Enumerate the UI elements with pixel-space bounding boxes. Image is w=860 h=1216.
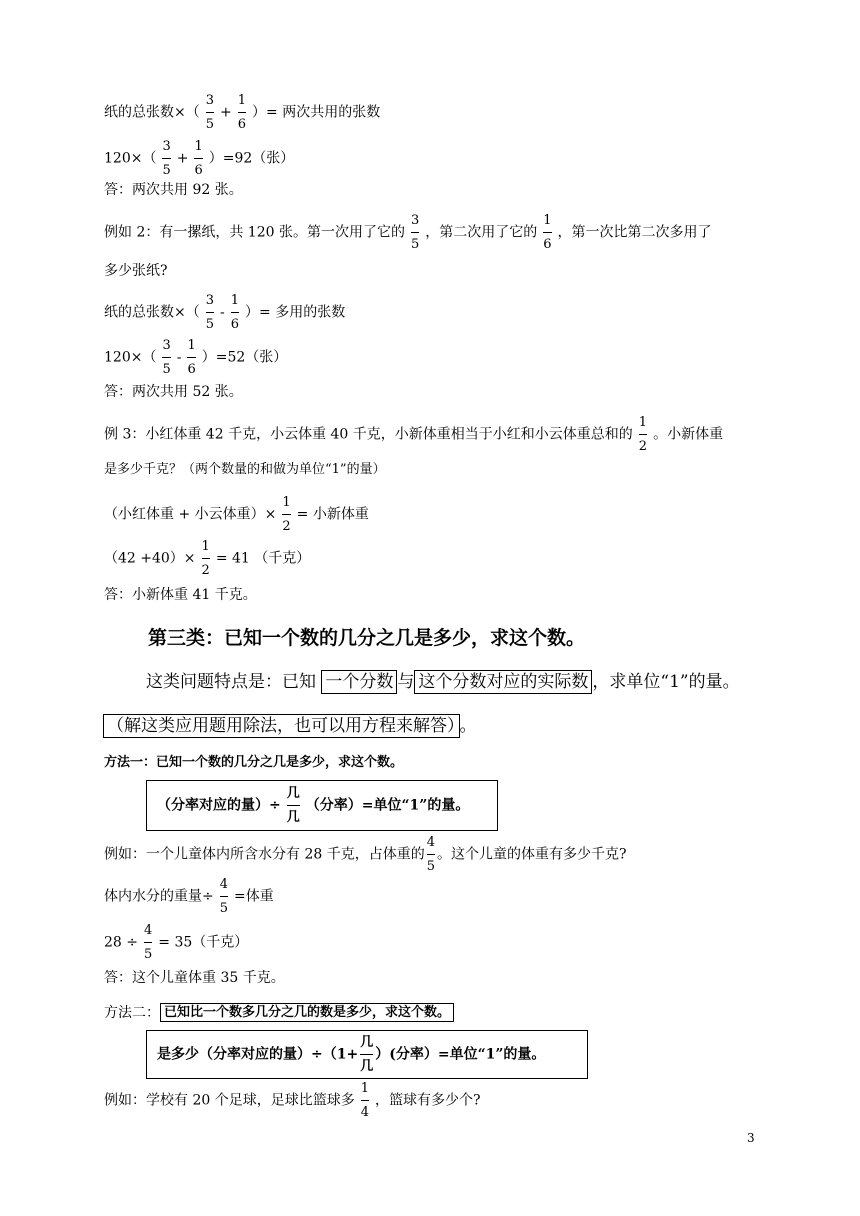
section-3-heading: 第三类：已知一个数的几分之几是多少，求这个数。 — [148, 627, 586, 649]
fraction-three-fifths: $\frac{3}{5}$ — [162, 139, 171, 178]
formula-line-difference: 纸的总张数×（ $\frac{3}{5}$ - $\frac{1}{6}$ ）= 多用的张数 — [104, 293, 346, 332]
fraction-one-sixth: $\frac{1}{6}$ — [543, 213, 552, 252]
page-number: 3 — [747, 1131, 755, 1145]
fraction-one-sixth: $\frac{1}{6}$ — [230, 293, 240, 332]
text: 纸的总张数×（ — [104, 104, 200, 121]
method-2-example: 例如：学校有 20 个足球，足球比篮球多 $\frac{1}{4}$ ，篮球有多少个? — [104, 1081, 481, 1120]
fraction-one-sixth: $\frac{1}{6}$ — [187, 338, 196, 377]
method-2-title: 方法二： 已知比一个数多几分之几的数是多少，求这个数。 — [104, 1003, 454, 1023]
fraction-three-fifths: $\frac{3}{5}$ — [205, 93, 215, 132]
method-1-answer: 答：这个儿童体重 35 千克。 — [104, 970, 285, 986]
boxed-note-division: （解这类应用题用除法，也可以用方程来解答） — [103, 714, 460, 738]
fraction-ji-ji: $\frac{\text{几}}{\text{几}}$ — [286, 786, 300, 825]
fraction-ji-ji: $\frac{\text{几}}{\text{几}}$ — [360, 1035, 374, 1074]
fraction-one-sixth: $\frac{1}{6}$ — [194, 139, 203, 178]
method-1-example: 例如：一个儿童体内所含水分有 28 千克，占体重的 $\frac{4}{5}$ 。这个儿童的体重有多少千克? — [104, 835, 627, 874]
method-2-formula-box: 是多少（分率对应的量）÷（1+ $\frac{\text{几}}{\text{几}}$ ）(分率）=单位“1”的量。 — [146, 1030, 588, 1079]
calculation-line-92: 120×（ $\frac{3}{5}$ + $\frac{1}{6}$ ）=92（张） — [104, 139, 295, 178]
fraction-three-fifths: $\frac{3}{5}$ — [205, 293, 215, 332]
calculation-line-52: 120×（ $\frac{3}{5}$ - $\frac{1}{6}$ ）=52（张） — [104, 338, 288, 377]
example-3-question: 是多少千克？（两个数量的和做为单位“1”的量） — [104, 462, 386, 477]
fraction-one-half: $\frac{1}{2}$ — [638, 415, 648, 454]
answer-line-92: 答：两次共用 92 张。 — [104, 182, 243, 198]
fraction-four-fifths: $\frac{4}{5}$ — [144, 923, 153, 962]
text: ）= 两次共用的张数 — [252, 104, 381, 121]
fraction-four-fifths: $\frac{4}{5}$ — [426, 835, 435, 874]
operator: + — [220, 104, 232, 121]
answer-line-41: 答：小新体重 41 千克。 — [104, 587, 257, 603]
calculation-line-41: （42 +40）× $\frac{1}{2}$ = 41 （千克） — [104, 539, 311, 578]
fraction-one-sixth: $\frac{1}{6}$ — [237, 93, 247, 132]
formula-line-total-used — [104, 92, 380, 133]
section-3-note: （解这类应用题用除法，也可以用方程来解答） 。 — [103, 711, 477, 736]
boxed-term-actual-number: 这个分数对应的实际数 — [414, 670, 592, 694]
example-2-question: 多少张纸? — [104, 263, 168, 279]
method-1-step-2: 28 ÷ $\frac{4}{5}$ = 35（千克） — [104, 923, 249, 962]
method-1-formula-box: （分率对应的量）÷ $\frac{\text{几}}{\text{几}}$ （分率）=单位“1”的量。 — [146, 780, 498, 831]
example-3-line: 例 3：小红体重 42 千克，小云体重 40 千克，小新体重相当于小红和小云体重总和的 $\frac{1}{2}$ 。小新体重 — [104, 415, 724, 454]
boxed-term-fraction: 一个分数 — [321, 670, 397, 694]
fraction-three-fifths: $\frac{3}{5}$ — [162, 338, 171, 377]
example-2-line: 例如 2：有一摞纸，共 120 张。第一次用了它的 $\frac{3}{5}$ ，第二次用了它的 $\frac{1}{6}$ ，第一次比第二次多用了 — [104, 213, 712, 252]
method-2-title-box: 已知比一个数多几分之几的数是多少，求这个数。 — [160, 1003, 454, 1022]
fraction-one-half: $\frac{1}{2}$ — [201, 539, 210, 578]
fraction-four-fifths: $\frac{4}{5}$ — [219, 877, 229, 916]
fraction-one-fourth: $\frac{1}{4}$ — [360, 1081, 369, 1120]
method-1-step-1: 体内水分的重量÷ $\frac{4}{5}$ =体重 — [104, 877, 274, 916]
formula-line-weight: （小红体重 + 小云体重）× $\frac{1}{2}$ = 小新体重 — [104, 495, 369, 534]
fraction-one-half: $\frac{1}{2}$ — [282, 495, 291, 534]
answer-line-52: 答：两次共用 52 张。 — [104, 384, 243, 400]
fraction-three-fifths: $\frac{3}{5}$ — [410, 213, 420, 252]
section-3-feature: 这类问题特点是：已知 一个分数 与 这个分数对应的实际数 ，求单位“1”的量。 — [146, 672, 740, 692]
method-1-title: 方法一：已知一个数的几分之几是多少，求这个数。 — [104, 755, 404, 770]
